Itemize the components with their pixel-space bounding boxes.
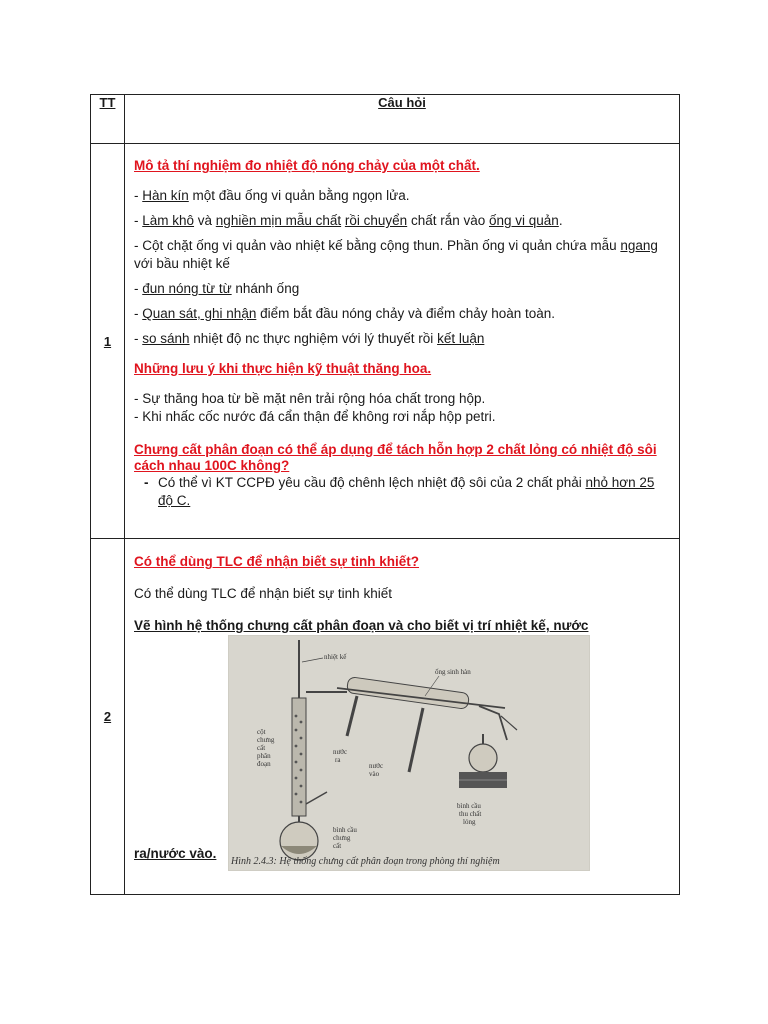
answer-line: - Hàn kín một đầu ống vi quản bằng ngọn lửa.: [134, 188, 410, 203]
svg-text:lỏng: lỏng: [463, 818, 476, 826]
question-title: Có thể dùng TLC để nhận biết sự tinh khiết?: [134, 554, 420, 569]
row-content: [125, 539, 680, 895]
table-row: [91, 539, 680, 895]
svg-text:nước: nước: [333, 748, 348, 756]
svg-text:bình cầu: bình cầu: [333, 826, 357, 834]
answer-line: - so sánh nhiệt độ nc thực nghiệm với lý thuyết rồi kết luận: [134, 331, 485, 346]
receiver-flask-icon: [469, 744, 497, 772]
answer-line: - đun nóng từ từ nhánh ống: [134, 281, 300, 296]
answer-line: - Làm khô và nghiền mịn mẫu chất rồi chuyển chất rắn vào ống vi quản.: [134, 213, 563, 228]
answer-line: - Sự thăng hoa từ bề mặt nên trải rộng hóa chất trong hộp.: [134, 391, 486, 406]
answer-line: - Khi nhấc cốc nước đá cẩn thận để không rơi nắp hộp petri.: [134, 409, 496, 424]
figure-row: [134, 635, 671, 871]
label-thermometer: nhiệt kế: [324, 653, 347, 661]
svg-text:cột: cột: [257, 728, 266, 736]
svg-text:chưng: chưng: [333, 834, 351, 842]
question-title-continued: ra/nước vào.: [134, 846, 217, 861]
distillation-flask-icon: [280, 822, 318, 860]
table-row: [91, 144, 680, 539]
svg-text:nước: nước: [369, 762, 384, 770]
header-row: [91, 95, 680, 144]
question-title: Vẽ hình hệ thống chưng cất phân đoạn và cho biết vị trí nhiệt kế, nước: [134, 618, 589, 633]
header-tt: TT: [91, 95, 125, 144]
qa-table: [90, 94, 680, 895]
svg-text:phân: phân: [257, 752, 271, 760]
svg-text:bình cầu: bình cầu: [457, 802, 481, 810]
figure-caption: Hình 2.4.3: Hệ thống chưng cất phân đoạn trong phòng thí nghiệm: [231, 856, 500, 867]
header-question: Câu hỏi: [125, 95, 680, 144]
svg-text:chưng: chưng: [257, 736, 275, 744]
row-content: [125, 144, 680, 539]
answer-line: - Cột chặt ống vi quản vào nhiệt kế bằng cộng thun. Phần ống vi quản chứa mẫu ngang với bầu nhiệt kế: [134, 238, 658, 271]
answer-line: - Quan sát, ghi nhận điểm bắt đầu nóng chảy và điểm chảy hoàn toàn.: [134, 306, 556, 321]
svg-text:thu chất: thu chất: [459, 810, 482, 818]
svg-text:vào: vào: [369, 770, 380, 778]
distillation-figure: [228, 635, 590, 871]
svg-text:cất: cất: [257, 744, 266, 752]
question-title: Chưng cất phân đoạn có thể áp dụng để tách hỗn hợp 2 chất lỏng có nhiệt độ sôi cách nhau 100C không?: [134, 442, 657, 473]
svg-text:ra: ra: [335, 756, 341, 764]
svg-text:cất: cất: [333, 842, 342, 850]
svg-text:đoạn: đoạn: [257, 760, 271, 768]
row-number: 2: [91, 539, 125, 895]
fractionating-column: [292, 698, 306, 816]
answer-line: Có thể dùng TLC để nhận biết sự tinh khiết: [134, 586, 392, 601]
question-title: Mô tả thí nghiệm đo nhiệt độ nóng chảy của một chất.: [134, 158, 480, 173]
distillation-diagram: [229, 636, 589, 870]
row-number: 1: [91, 144, 125, 539]
label-condenser: ống sinh hàn: [435, 668, 471, 676]
question-title: Những lưu ý khi thực hiện kỹ thuật thăng hoa.: [134, 361, 432, 376]
answer-line: - Có thể vì KT CCPĐ yêu cầu độ chênh lệch nhiệt độ sôi của 2 chất phải nhỏ hơn 25 độ C.: [144, 475, 655, 508]
